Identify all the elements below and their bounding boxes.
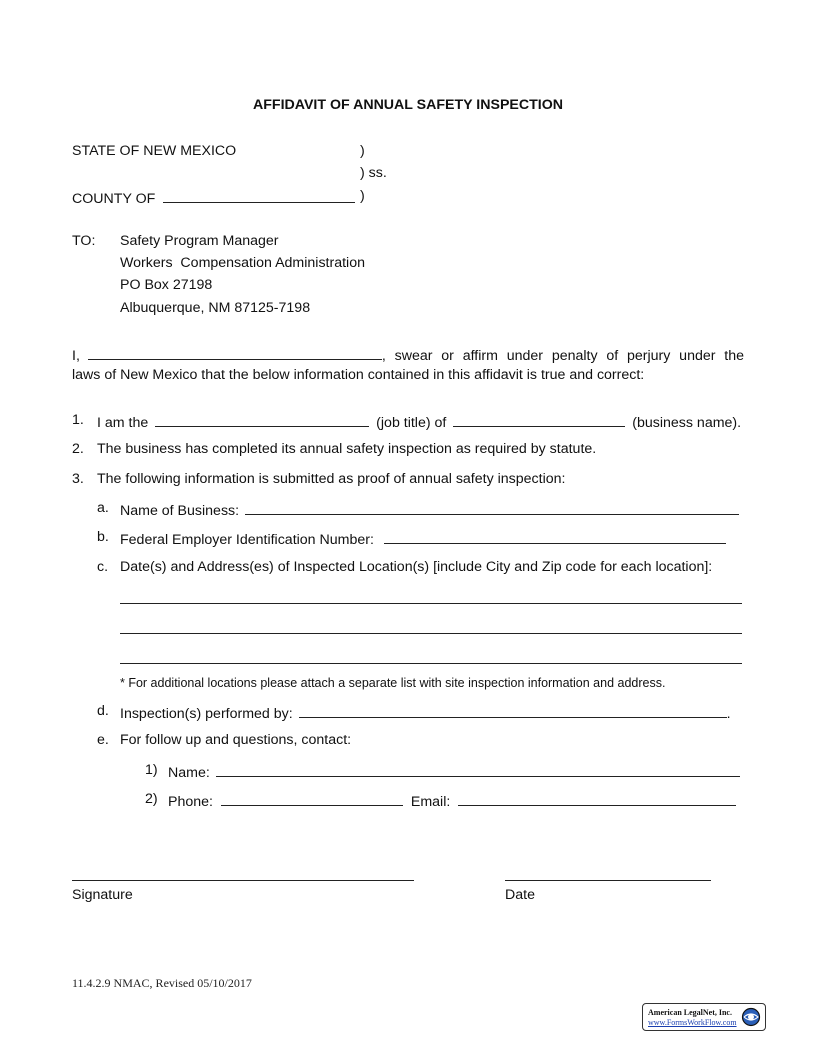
location-line-3[interactable] [120,649,742,664]
publisher-logo [642,1003,766,1031]
sub-d-end: . [726,706,731,722]
business-name-field[interactable] [453,412,625,427]
oath-line-1 [72,345,744,364]
date-line[interactable] [505,866,711,881]
contact-name-field[interactable] [216,762,740,777]
name-of-business-field[interactable] [245,500,739,515]
item-1-text-b: (job title) of [376,415,447,431]
to-line-4: Albuquerque, NM 87125-7198 [120,300,311,316]
sub-e-label: For follow up and questions, contact: [120,732,352,748]
item-1-number: 1. [72,412,84,428]
inspection-performed-by-field[interactable] [299,703,727,718]
item-3: The following information is submitted as proof of annual safety inspection: [97,471,566,487]
email-label: Email: [410,794,451,810]
contact-1-number: 1) [145,762,158,778]
sub-a-label: Name of Business: [120,503,240,519]
logo-url[interactable]: www.FormsWorkFlow.com [648,1018,737,1027]
venue-paren-3: ) [360,188,365,204]
signature-line[interactable] [72,866,414,881]
venue-paren-1: ) [360,143,365,159]
signature-label: Signature [72,887,133,903]
contact-name-label: Name: [168,765,210,781]
county-label [72,188,355,207]
item-1-text-c: (business name). [632,415,742,431]
county-field[interactable] [163,188,355,203]
sub-d-letter: d. [97,703,109,719]
to-label: TO: [72,233,96,249]
location-line-1[interactable] [120,589,742,604]
date-label: Date [505,887,535,903]
to-line-2: Workers Compensation Administration [120,255,365,271]
sub-b-label: Federal Employer Identification Number: [120,532,374,548]
globe-icon [741,1007,761,1027]
sub-b [120,529,726,548]
job-title-field[interactable] [155,412,369,427]
contact-name [168,762,740,781]
county-text: COUNTY OF [72,191,156,207]
phone-label: Phone: [168,794,213,810]
item-1 [97,412,741,431]
sub-d [120,703,731,722]
to-line-3: PO Box 27198 [120,277,213,293]
location-line-2[interactable] [120,619,742,634]
sub-c-label: Date(s) and Address(es) of Inspected Location(s) [include City and Zip code for each location]: [120,559,713,575]
contact-phone-email [168,791,736,810]
sub-a-letter: a. [97,500,109,516]
additional-locations-note: * For additional locations please attach a separate list with site inspection information and address. [120,676,666,690]
email-field[interactable] [458,791,736,806]
document-title: AFFIDAVIT OF ANNUAL SAFETY INSPECTION [252,97,564,113]
affiant-name-field[interactable] [88,345,382,360]
phone-field[interactable] [221,791,403,806]
sub-c-letter: c. [97,559,109,575]
item-1-text-a: I am the [97,415,149,431]
sub-b-letter: b. [97,529,109,545]
sub-d-label: Inspection(s) performed by: [120,706,293,722]
to-line-1: Safety Program Manager [120,233,279,249]
item-3-number: 3. [72,471,84,487]
fein-field[interactable] [384,529,726,544]
item-2: The business has completed its annual safety inspection as required by statute. [97,441,597,457]
contact-2-number: 2) [145,791,158,807]
state-label: STATE OF NEW MEXICO [72,143,237,159]
sub-e-letter: e. [97,732,109,748]
oath-line-2: laws of New Mexico that the below information contained in this affidavit is true and correct: [72,367,645,383]
oath-suffix: , swear or affirm under penalty of perjury under the [381,348,744,364]
oath-prefix: I, [72,348,80,364]
venue-ss: ) ss. [360,165,387,181]
citation: 11.4.2.9 NMAC, Revised 05/10/2017 [72,976,252,990]
item-2-number: 2. [72,441,84,457]
logo-company: American LegalNet, Inc. [648,1008,732,1017]
sub-a [120,500,739,519]
